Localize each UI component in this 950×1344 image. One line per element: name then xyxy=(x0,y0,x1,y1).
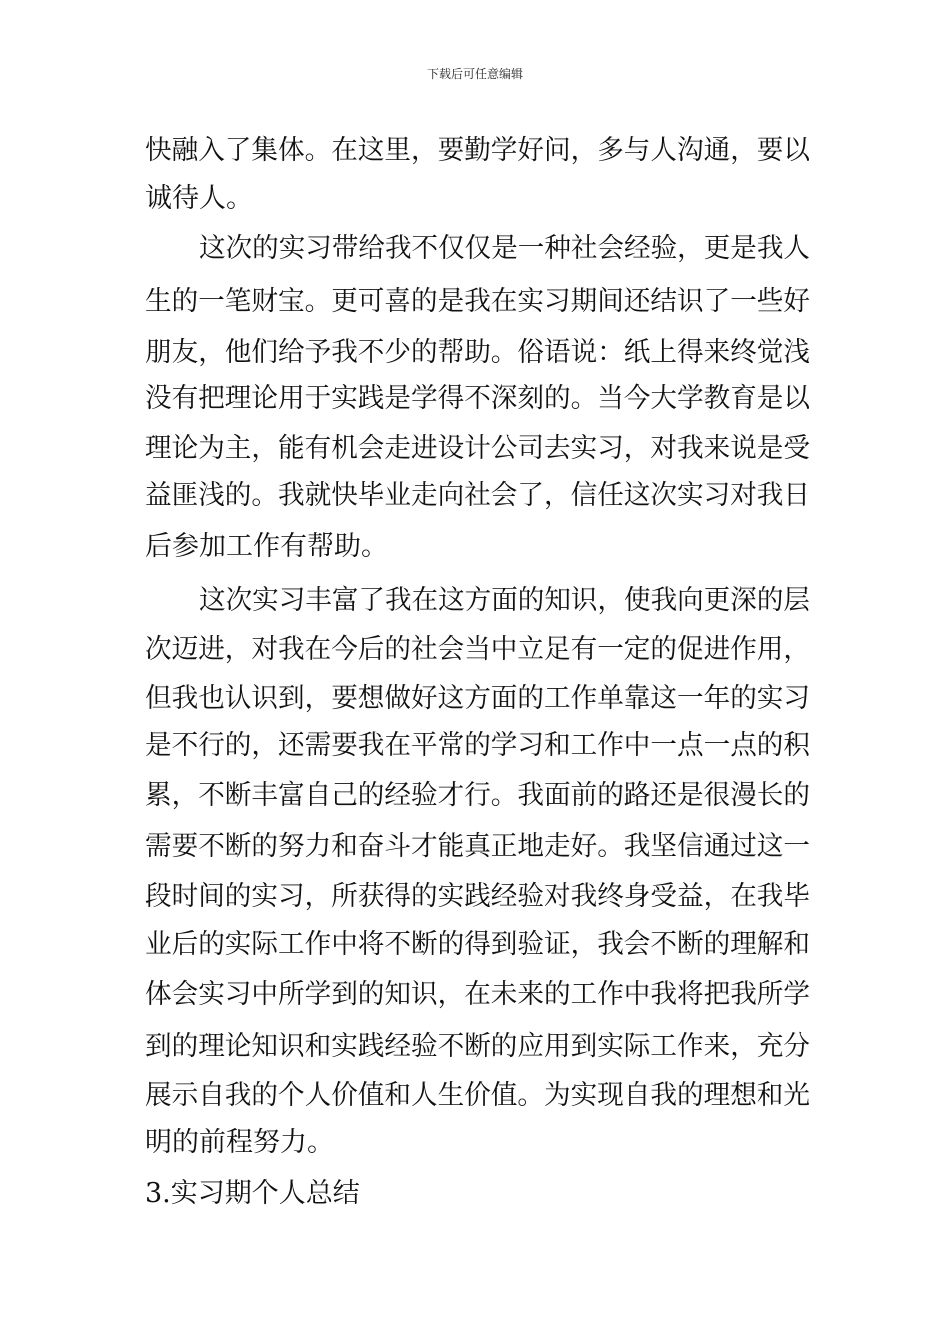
paragraph-2-line-4: 没有把理论用于实践是学得不深刻的。当今大学教育是以 xyxy=(145,383,811,414)
paragraph-2-line-7: 后参加工作有帮助。 xyxy=(145,531,388,562)
paragraph-2-line-5: 理论为主，能有机会走进设计公司去实习，对我来说是受 xyxy=(145,433,811,464)
paragraph-3-line-4: 是不行的，还需要我在平常的学习和工作中一点一点的积 xyxy=(145,730,811,761)
paragraph-1-line-2: 诚待人。 xyxy=(145,183,253,214)
paragraph-3-line-1: 这次实习丰富了我在这方面的知识，使我向更深的层 xyxy=(199,585,811,616)
section-heading: 3.实习期个人总结 xyxy=(145,1178,360,1209)
paragraph-3-line-9: 体会实习中所学到的知识，在未来的工作中我将把我所学 xyxy=(145,979,811,1010)
paragraph-3-line-11: 展示自我的个人价值和人生价值。为实现自我的理想和光 xyxy=(145,1080,811,1111)
paragraph-2-line-3: 朋友，他们给予我不少的帮助。俗语说：纸上得来终觉浅 xyxy=(145,337,811,368)
paragraph-3-line-3: 但我也认识到，要想做好这方面的工作单靠这一年的实习 xyxy=(145,683,811,714)
paragraph-3-line-10: 到的理论知识和实践经验不断的应用到实际工作来，充分 xyxy=(145,1031,811,1062)
paragraph-3-line-6: 需要不断的努力和奋斗才能真正地走好。我坚信通过这一 xyxy=(145,831,811,862)
paragraph-1-line-1: 快融入了集体。在这里，要勤学好问，多与人沟通，要以 xyxy=(145,135,811,166)
paragraph-3-line-8: 业后的实际工作中将不断的得到验证，我会不断的理解和 xyxy=(145,929,811,960)
paragraph-3-line-12: 明的前程努力。 xyxy=(145,1127,334,1158)
page-header-note: 下载后可任意编辑 xyxy=(426,67,523,81)
paragraph-2-line-2: 生的一笔财宝。更可喜的是我在实习期间还结识了一些好 xyxy=(145,286,811,317)
paragraph-2-line-1: 这次的实习带给我不仅仅是一种社会经验，更是我人 xyxy=(199,233,811,264)
paragraph-3-line-7: 段时间的实习，所获得的实践经验对我终身受益，在我毕 xyxy=(145,881,811,912)
paragraph-2-line-6: 益匪浅的。我就快毕业走向社会了，信任这次实习对我日 xyxy=(145,480,811,511)
paragraph-3-line-2: 次迈进，对我在今后的社会当中立足有一定的促进作用， xyxy=(145,634,811,665)
paragraph-3-line-5: 累，不断丰富自己的经验才行。我面前的路还是很漫长的 xyxy=(145,780,811,811)
